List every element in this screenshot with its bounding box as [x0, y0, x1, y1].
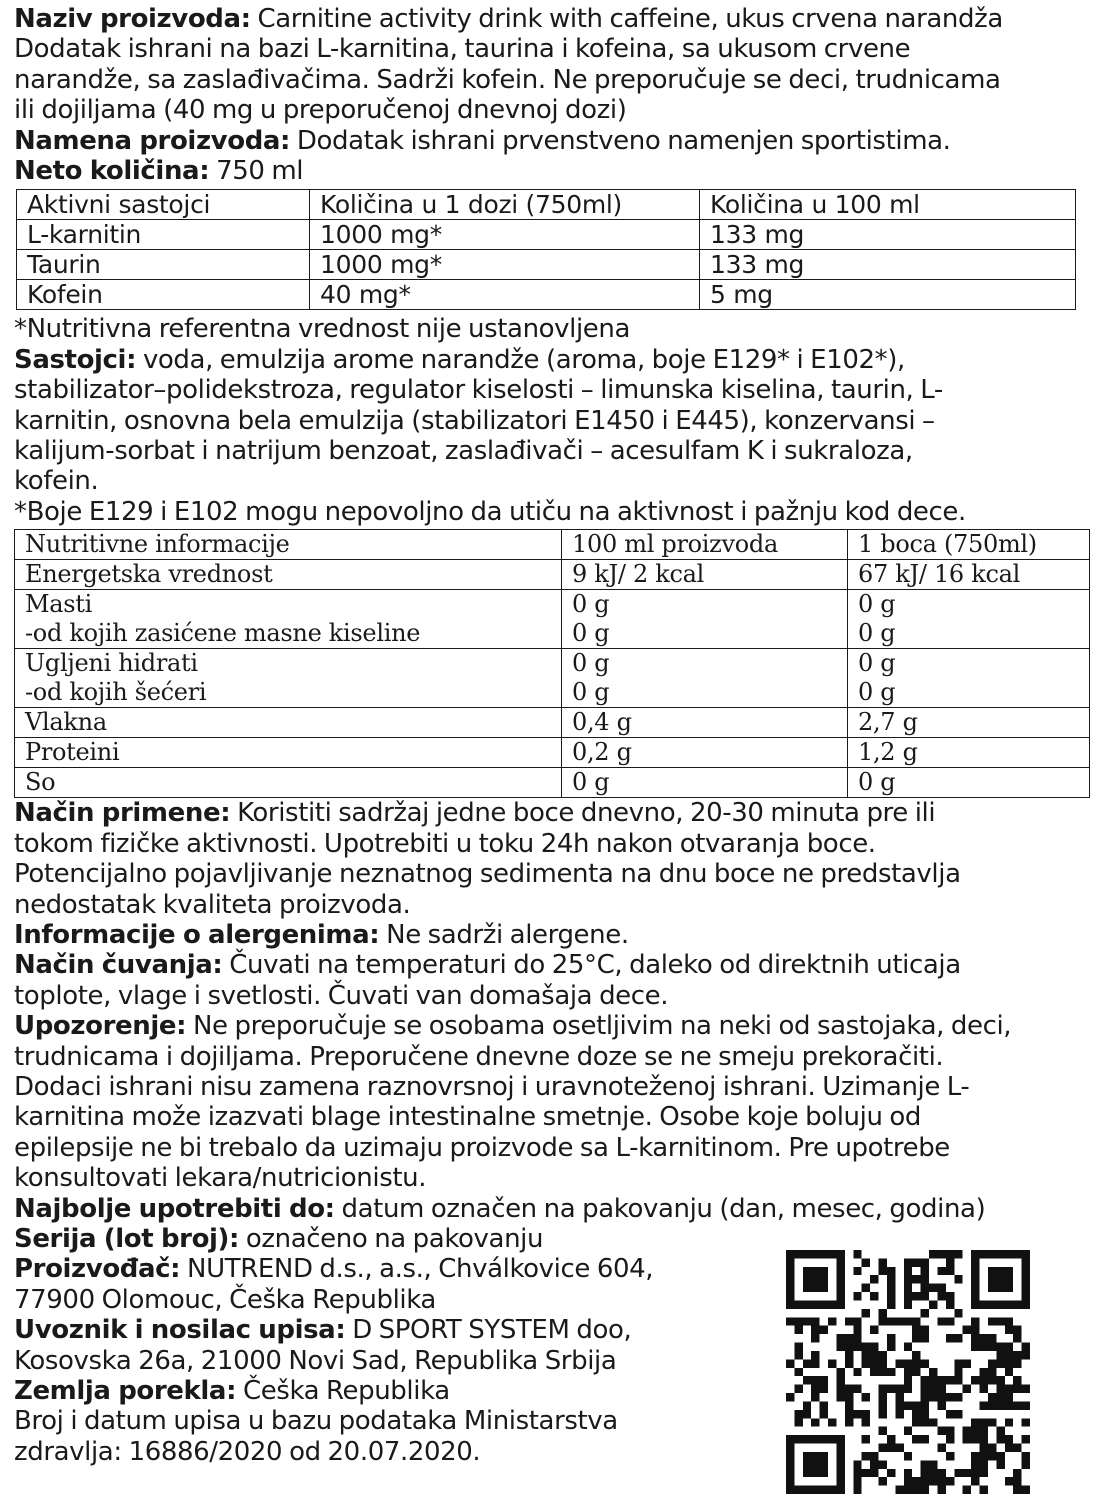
table-header-cell: 100 ml proizvoda: [562, 530, 848, 560]
net-quantity-line: Neto količina: 750 ml: [14, 156, 304, 187]
table-row: [17, 280, 1076, 310]
table-cell: 0 g 0 g: [848, 649, 1090, 708]
importer-line: Uvoznik i nosilac upisa: D SPORT SYSTEM doo,: [14, 1315, 632, 1346]
nrv-note: *Nutritivna referentna vrednost nije ustanovljena: [14, 314, 631, 345]
lot-label: Serija (lot broj):: [14, 1223, 240, 1254]
table-cell: 133 mg: [700, 250, 1076, 280]
table-cell: 133 mg: [700, 220, 1076, 250]
manufacturer-label: Proizvođač:: [14, 1254, 181, 1285]
table-cell: 9 kJ/ 2 kcal: [562, 560, 848, 590]
storage-line: toplote, vlage i svetlosti. Čuvati van domašaja dece.: [14, 980, 669, 1011]
table-cell: 0,2 g: [562, 738, 848, 768]
colour-note: *Boje E129 i E102 mogu nepovoljno da utiču na aktivnost i pažnju kod dece.: [14, 496, 966, 527]
usage-line: Način primene: Koristiti sadržaj jedne boce dnevno, 20-30 minuta pre ili: [14, 798, 936, 829]
qr-code-icon: [786, 1250, 1030, 1494]
product-name-line: Dodatak ishrani na bazi L-karnitina, taurina i kofeina, sa ukusom crvene: [14, 34, 911, 65]
manufacturer-line: 77900 Olomouc, Češka Republika: [14, 1284, 436, 1315]
table-cell: 1000 mg*: [310, 220, 700, 250]
warning-label: Upozorenje:: [14, 1011, 187, 1042]
table-row: [15, 560, 1090, 590]
qr-code-graphic: [786, 1250, 1030, 1494]
allergens-label: Informacije o alergenima:: [14, 919, 380, 950]
lot-line: Serija (lot broj): označeno na pakovanju: [14, 1223, 544, 1254]
table-row: [15, 590, 1090, 649]
table-cell: Energetska vrednost: [15, 560, 562, 590]
table-cell: Taurin: [17, 250, 310, 280]
table-cell: Masti -od kojih zasićene masne kiseline: [15, 590, 562, 649]
table-row: [15, 768, 1090, 798]
table-header-cell: Nutritivne informacije: [15, 530, 562, 560]
purpose-line: Namena proizvoda: Dodatak ishrani prvenstveno namenjen sportistima.: [14, 125, 951, 156]
table-row: [17, 220, 1076, 250]
table-row: [15, 708, 1090, 738]
warning-line: karnitina može izazvati blage intestinalne smetnje. Osobe koje boluju od: [14, 1102, 921, 1133]
table-cell: 0,4 g: [562, 708, 848, 738]
table-header-row: [15, 530, 1090, 560]
net-quantity-label: Neto količina:: [14, 156, 210, 187]
table-header-cell: Aktivni sastojci: [17, 190, 310, 220]
label-text: [14, 4, 1094, 1467]
ingredients-line: kalijum-sorbat i natrijum benzoat, zaslađivači – acesulfam K i sukraloza,: [14, 436, 913, 467]
product-name-line: narandže, sa zaslađivačima. Sadrži kofein. Ne preporučuje se deci, trudnicama: [14, 64, 1001, 95]
storage-line: Način čuvanja: Čuvati na temperaturi do 25°C, daleko od direktnih uticaja: [14, 950, 961, 981]
ingredients-line: stabilizator–polidekstroza, regulator kiselosti – limunska kiselina, taurin, L-: [14, 375, 943, 406]
best-before-line: Najbolje upotrebiti do: datum označen na pakovanju (dan, mesec, godina): [14, 1193, 986, 1224]
warning-line: epilepsije ne bi trebalo da uzimaju proizvode sa L-karnitinom. Pre upotrebe: [14, 1132, 950, 1163]
table-cell: 0 g 0 g: [562, 590, 848, 649]
warning-line: konsultovati lekara/nutricionistu.: [14, 1163, 427, 1194]
table-header-row: [17, 190, 1076, 220]
usage-line: Potencijalno pojavljivanje neznatnog sedimenta na dnu boce ne predstavlja: [14, 859, 961, 890]
product-name-line: Naziv proizvoda: Carnitine activity drink with caffeine, ukus crvena narandža: [14, 4, 1003, 34]
table-header-cell: Količina u 1 dozi (750ml): [310, 190, 700, 220]
origin-label: Zemlja porekla:: [14, 1376, 237, 1406]
warning-line: trudnicama i dojiljama. Preporučene dnevne doze se ne smeju prekoračiti.: [14, 1041, 944, 1072]
storage-label: Način čuvanja:: [14, 950, 223, 981]
table-row: [15, 649, 1090, 708]
table-cell: Ugljeni hidrati -od kojih šećeri: [15, 649, 562, 708]
product-name-label: Naziv proizvoda:: [14, 4, 251, 34]
table-cell: 67 kJ/ 16 kcal: [848, 560, 1090, 590]
registration-line: Broj i datum upisa u bazu podataka Ministarstva: [14, 1406, 618, 1437]
table-cell: Vlakna: [15, 708, 562, 738]
origin-line: Zemlja porekla: Češka Republika: [14, 1376, 450, 1406]
ingredients-line: Sastojci: voda, emulzija arome narandže (aroma, boje E129* i E102*),: [14, 344, 905, 375]
table-cell: Proteini: [15, 738, 562, 768]
table-header-cell: Količina u 100 ml: [700, 190, 1076, 220]
nutrition-table: [14, 529, 1090, 798]
purpose-label: Namena proizvoda:: [14, 125, 291, 156]
table-cell: 40 mg*: [310, 280, 700, 310]
ingredients-line: karnitin, osnovna bela emulzija (stabilizatori E1450 i E445), konzervansi –: [14, 405, 935, 436]
product-name-line: ili dojiljama (40 mg u preporučenoj dnevnoj dozi): [14, 95, 627, 126]
qr-modules: [786, 1250, 1030, 1494]
table-cell: 0 g: [848, 768, 1090, 798]
usage-line: nedostatak kvaliteta proizvoda.: [14, 889, 411, 920]
table-cell: 0 g 0 g: [562, 649, 848, 708]
table-cell: So: [15, 768, 562, 798]
importer-line: Kosovska 26a, 21000 Novi Sad, Republika Srbija: [14, 1345, 617, 1376]
usage-label: Način primene:: [14, 798, 231, 829]
active-ingredients-table: [16, 189, 1076, 310]
table-cell: 5 mg: [700, 280, 1076, 310]
manufacturer-line: Proizvođač: NUTREND d.s., a.s., Chválkovice 604,: [14, 1254, 654, 1285]
registration-line: zdravlja: 16886/2020 od 20.07.2020.: [14, 1436, 481, 1467]
table-row: [15, 738, 1090, 768]
best-before-label: Najbolje upotrebiti do:: [14, 1193, 335, 1224]
table-cell: 1000 mg*: [310, 250, 700, 280]
table-cell: L-karnitin: [17, 220, 310, 250]
table-header-cell: 1 boca (750ml): [848, 530, 1090, 560]
table-cell: Kofein: [17, 280, 310, 310]
table-cell: 0 g 0 g: [848, 590, 1090, 649]
allergens-line: Informacije o alergenima: Ne sadrži alergene.: [14, 919, 629, 950]
warning-line: Upozorenje: Ne preporučuje se osobama osetljivim na neki od sastojaka, deci,: [14, 1011, 1012, 1042]
warning-line: Dodaci ishrani nisu zamena raznovrsnoj i uravnoteženoj ishrani. Uzimanje L-: [14, 1071, 970, 1102]
table-row: [17, 250, 1076, 280]
ingredients-line: kofein.: [14, 466, 99, 497]
table-cell: 2,7 g: [848, 708, 1090, 738]
table-cell: 1,2 g: [848, 738, 1090, 768]
usage-line: tokom fizičke aktivnosti. Upotrebiti u toku 24h nakon otvaranja boce.: [14, 828, 876, 859]
importer-label: Uvoznik i nosilac upisa:: [14, 1315, 346, 1346]
table-cell: 0 g: [562, 768, 848, 798]
ingredients-label: Sastojci:: [14, 344, 137, 375]
